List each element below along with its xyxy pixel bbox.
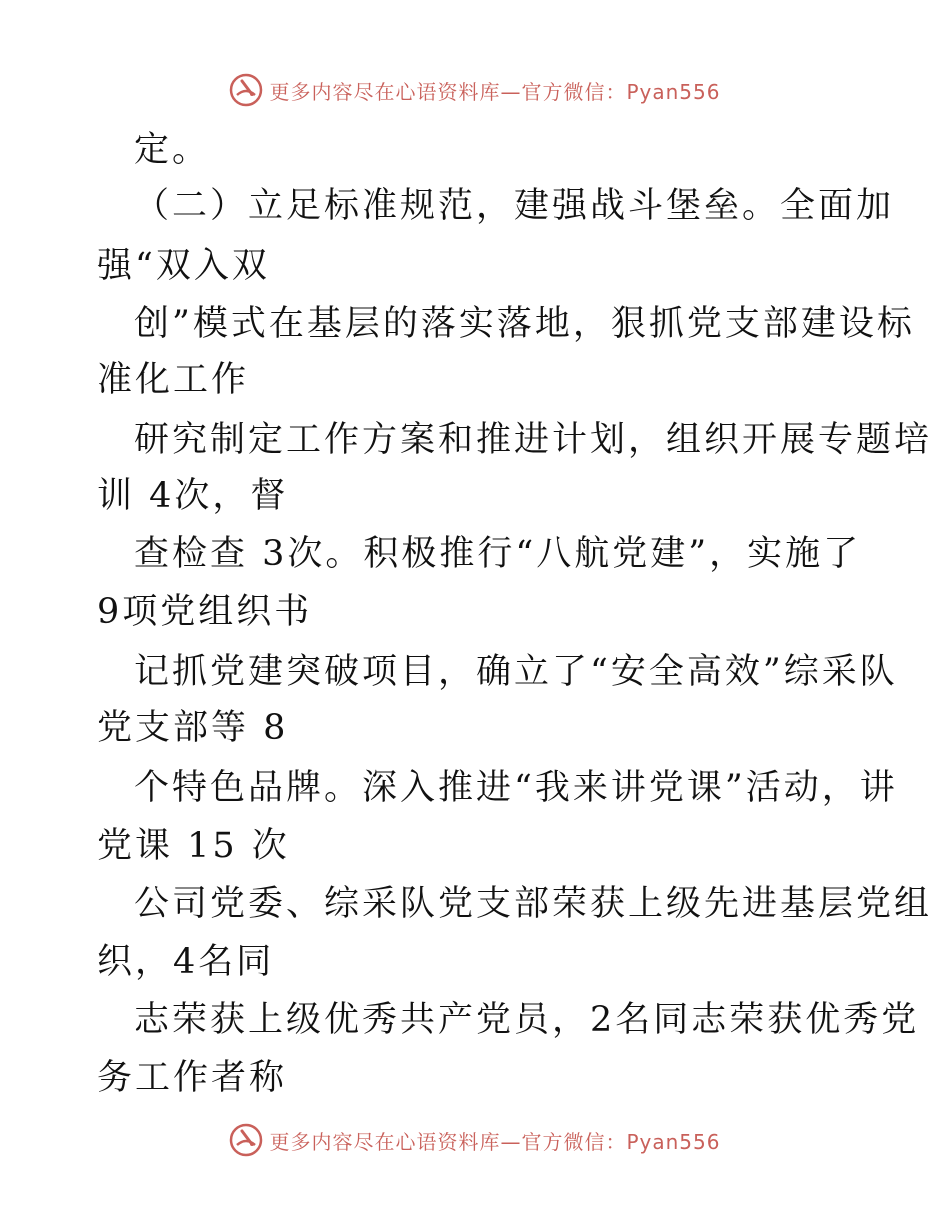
body-line: 查检查 3次。积极推行“八航党建”，实施了 xyxy=(134,534,862,574)
header-banner xyxy=(0,68,950,112)
body-line: 研究制定工作方案和推进计划，组织开展专题培 xyxy=(134,420,933,460)
header-banner-text: 更多内容尽在心语资料库—官方微信：Pyan556 xyxy=(269,79,721,104)
book-pen-logo-icon xyxy=(229,1123,263,1157)
body-line: 公司党委、综采队党支部荣获上级先进基层党组 xyxy=(134,884,933,924)
body-line: 9项党组织书 xyxy=(97,592,313,632)
body-line: 志荣获上级优秀共产党员，2名同志荣获优秀党 xyxy=(134,1000,920,1040)
body-line: 创”模式在基层的落实落地，狠抓党支部建设标 xyxy=(134,304,915,344)
footer-banner xyxy=(0,1118,950,1162)
body-line: 强“双入双 xyxy=(97,246,270,286)
footer-banner-text: 更多内容尽在心语资料库—官方微信：Pyan556 xyxy=(269,1129,721,1154)
body-line: 准化工作 xyxy=(97,360,250,400)
body-line: 党课 15 次 xyxy=(97,826,290,866)
body-line: 定。 xyxy=(134,130,211,170)
body-line: （二）立足标准规范，建强战斗堡垒。全面加 xyxy=(134,186,895,226)
body-line: 织，4名同 xyxy=(97,942,275,982)
body-line: 个特色品牌。深入推进“我来讲党课”活动，讲 xyxy=(134,768,898,808)
body-line: 党支部等 8 xyxy=(97,708,289,748)
body-line: 务工作者称 xyxy=(97,1058,288,1098)
book-pen-logo-icon xyxy=(229,73,263,107)
body-line: 记抓党建突破项目，确立了“安全高效”综采队 xyxy=(134,652,898,692)
body-line: 训 4次，督 xyxy=(97,476,289,516)
